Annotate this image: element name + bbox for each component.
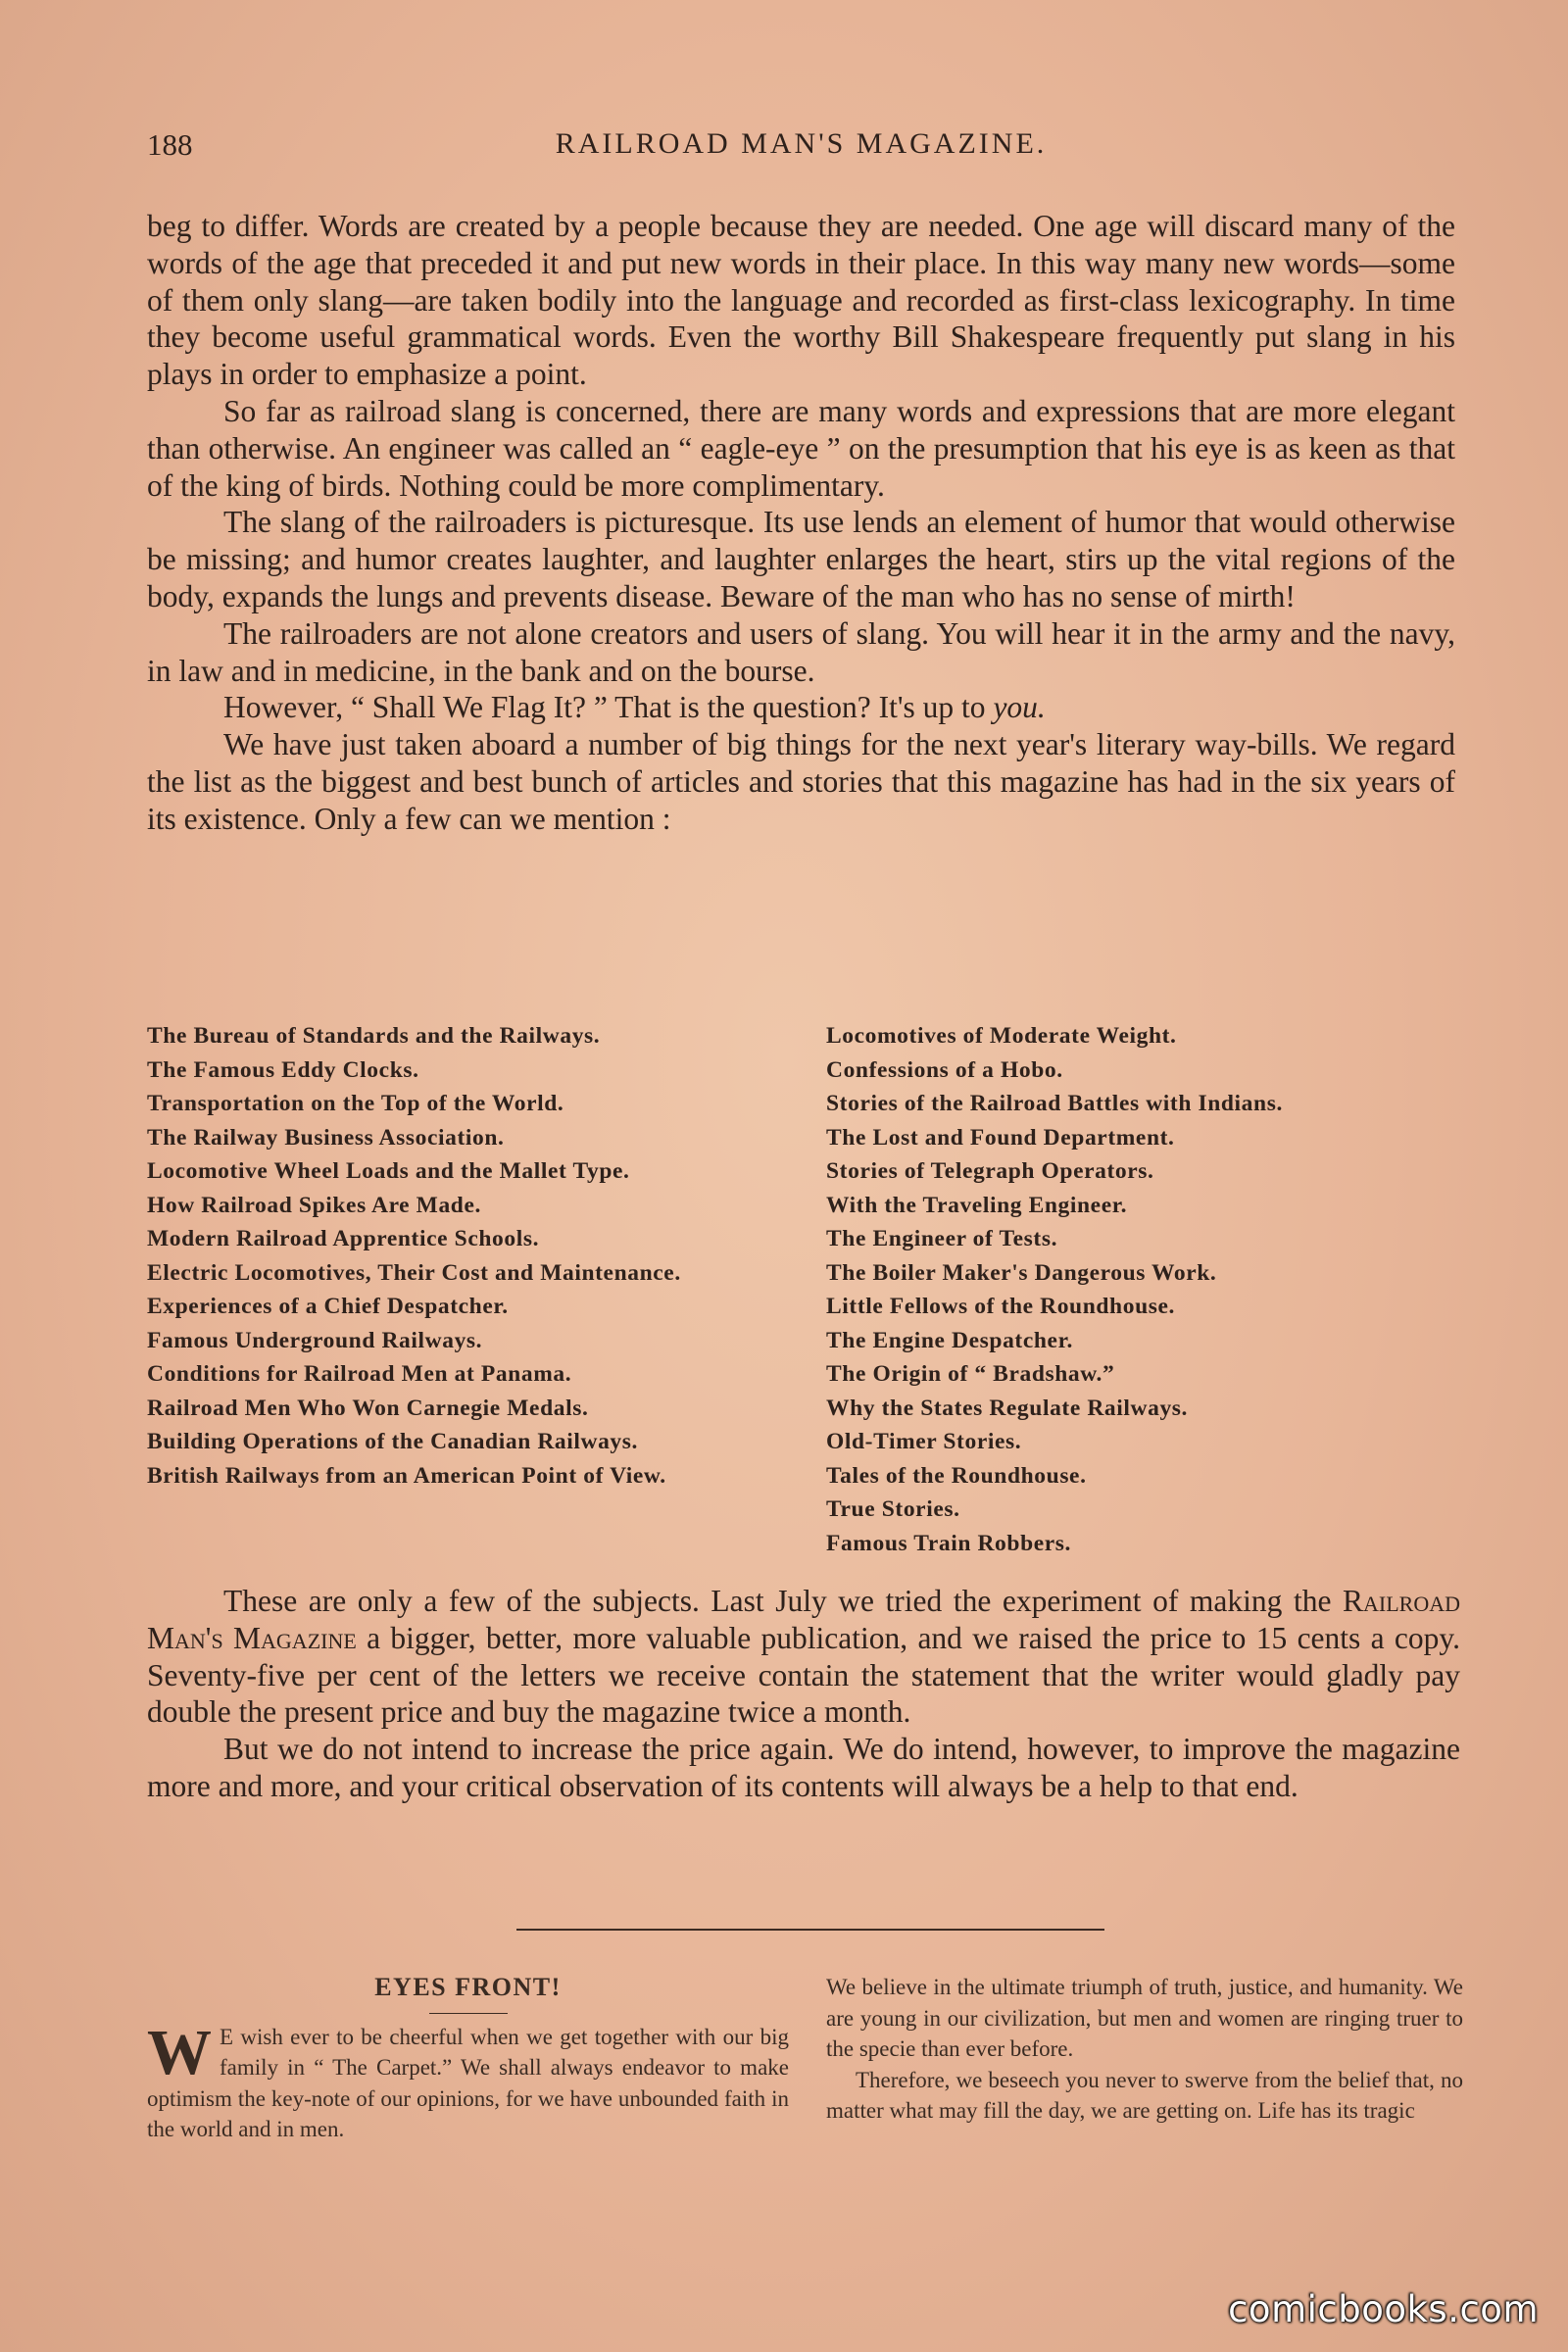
- article-item: The Engine Despatcher.: [826, 1327, 1073, 1353]
- article-item: Famous Underground Railways.: [147, 1327, 483, 1353]
- intro-paragraph: The railroaders are not alone creators and users of slang. You will hear it in the army and the navy, in law and in medicine, in the bank and on the bourse.: [147, 615, 1455, 688]
- article-item: With the Traveling Engineer.: [826, 1192, 1128, 1218]
- closing-text: a bigger, better, more valuable publication, and we raised the price to 15 cents a copy. Seventy-five per cent of the letters we receive contain the statement that the writer would gladly pay double the present price and buy the magazine twice a month.: [147, 1620, 1460, 1730]
- intro-body: [147, 208, 1455, 838]
- closing-paragraph: [147, 1583, 1460, 1731]
- eyes-front-paragraph: [147, 2016, 789, 2145]
- intro-paragraph: The slang of the railroaders is picturesque. Its use lends an element of humor that would otherwise be missing; and humor creates laughter, and laughter enlarges the heart, stirs up the vital regions of the body, expands the lungs and prevents disease. Beware of the man who has no sense of mirth!: [147, 505, 1455, 613]
- question-emphasis: you.: [993, 690, 1046, 725]
- article-item: Tales of the Roundhouse.: [826, 1462, 1087, 1489]
- article-item: Locomotives of Moderate Weight.: [826, 1023, 1177, 1049]
- article-item: The Bureau of Standards and the Railways.: [147, 1023, 601, 1049]
- page-header: [147, 127, 1455, 167]
- heading-rule: [429, 2013, 508, 2014]
- eyes-front-left-column: [147, 1972, 789, 2145]
- closing-text: These are only a few of the subjects. Last July we tried the experiment of making the: [223, 1584, 1343, 1618]
- closing-body: [147, 1583, 1460, 1805]
- article-item: True Stories.: [826, 1496, 960, 1522]
- article-list-right: [826, 1019, 1463, 1560]
- eyes-front-heading: EYES FRONT!: [374, 1973, 562, 2001]
- drop-cap: W: [147, 2016, 212, 2088]
- eyes-front-text: E wish ever to be cheerful when we get together with our big family in “ The Carpet.” We shall always endeavor to make optimism the key-note of our opinions, for we have unbounded faith in the world and in men.: [147, 2024, 789, 2141]
- article-item: Modern Railroad Apprentice Schools.: [147, 1226, 540, 1251]
- article-item: Little Fellows of the Roundhouse.: [826, 1294, 1175, 1319]
- article-item: The Railway Business Association.: [147, 1124, 505, 1151]
- article-item: Locomotive Wheel Loads and the Mallet Type.: [147, 1158, 630, 1184]
- magazine-name: Railroad Man's Magazine: [147, 1584, 1460, 1655]
- article-item: Railroad Men Who Won Carnegie Medals.: [147, 1395, 589, 1421]
- running-title: RAILROAD MAN'S MAGAZINE.: [555, 127, 1048, 160]
- eyes-front-right-column: [826, 1972, 1463, 2127]
- article-item: Experiences of a Chief Despatcher.: [147, 1294, 509, 1319]
- article-item: Stories of Telegraph Operators.: [826, 1158, 1154, 1184]
- article-list-left: [147, 1019, 784, 1493]
- article-item: Confessions of a Hobo.: [826, 1056, 1063, 1083]
- eyes-front-paragraph: Therefore, we beseech you never to swerve from the belief that, no matter what may fill the day, we are getting on. Life has its tragic: [826, 2067, 1463, 2123]
- article-item: The Origin of “ Bradshaw.”: [826, 1361, 1115, 1387]
- article-item: How Railroad Spikes Are Made.: [147, 1192, 481, 1218]
- closing-paragraph: But we do not intend to increase the price again. We do intend, however, to improve the magazine more and more, and your critical observation of its contents will always be a help to that end.: [147, 1732, 1460, 1803]
- article-item: The Lost and Found Department.: [826, 1124, 1175, 1151]
- question-text: However, “ Shall We Flag It? ” That is the question? It's up to: [223, 690, 994, 725]
- article-item: The Boiler Maker's Dangerous Work.: [826, 1259, 1217, 1286]
- article-item: The Engineer of Tests.: [826, 1226, 1058, 1251]
- page-number: 188: [147, 127, 193, 162]
- article-item: Famous Train Robbers.: [826, 1530, 1072, 1556]
- watermark: comicbooks.com: [1228, 2288, 1539, 2330]
- article-item: Old-Timer Stories.: [826, 1429, 1022, 1454]
- article-item: Building Operations of the Canadian Railways.: [147, 1429, 639, 1454]
- article-item: Electric Locomotives, Their Cost and Maintenance.: [147, 1259, 681, 1286]
- article-item: Transportation on the Top of the World.: [147, 1091, 564, 1116]
- article-item: British Railways from an American Point of View.: [147, 1462, 666, 1489]
- article-item: Stories of the Railroad Battles with Indians.: [826, 1091, 1283, 1116]
- announcement-paragraph: We have just taken aboard a number of big things for the next year's literary way-bills. We regard the list as the biggest and best bunch of articles and stories that this magazine has had in the six years of its existence. Only a few can we mention :: [147, 727, 1455, 836]
- intro-paragraph: So far as railroad slang is concerned, there are many words and expressions that are more elegant than otherwise. An engineer was called an “ eagle-eye ” on the presumption that his eye is as keen as that of the king of birds. Nothing could be more complimentary.: [147, 393, 1455, 503]
- article-item: Why the States Regulate Railways.: [826, 1395, 1189, 1421]
- section-divider: [516, 1929, 1104, 1931]
- intro-paragraph: beg to differ. Words are created by a people because they are needed. One age will discard many of the words of the age that preceded it and put new words in their place. In this way many new words—some of them only slang—are taken bodily into the language and recorded as first-class lexicography. In time they become useful grammatical words. Even the worthy Bill Shakespeare frequently put slang in his plays in order to emphasize a point.: [147, 209, 1455, 392]
- article-item: The Famous Eddy Clocks.: [147, 1056, 419, 1083]
- question-paragraph: [147, 689, 1455, 726]
- article-item: Conditions for Railroad Men at Panama.: [147, 1361, 572, 1387]
- eyes-front-paragraph: We believe in the ultimate triumph of truth, justice, and humanity. We are young in our civilization, but men and women are ringing truer to the specie than ever before.: [826, 1975, 1463, 2061]
